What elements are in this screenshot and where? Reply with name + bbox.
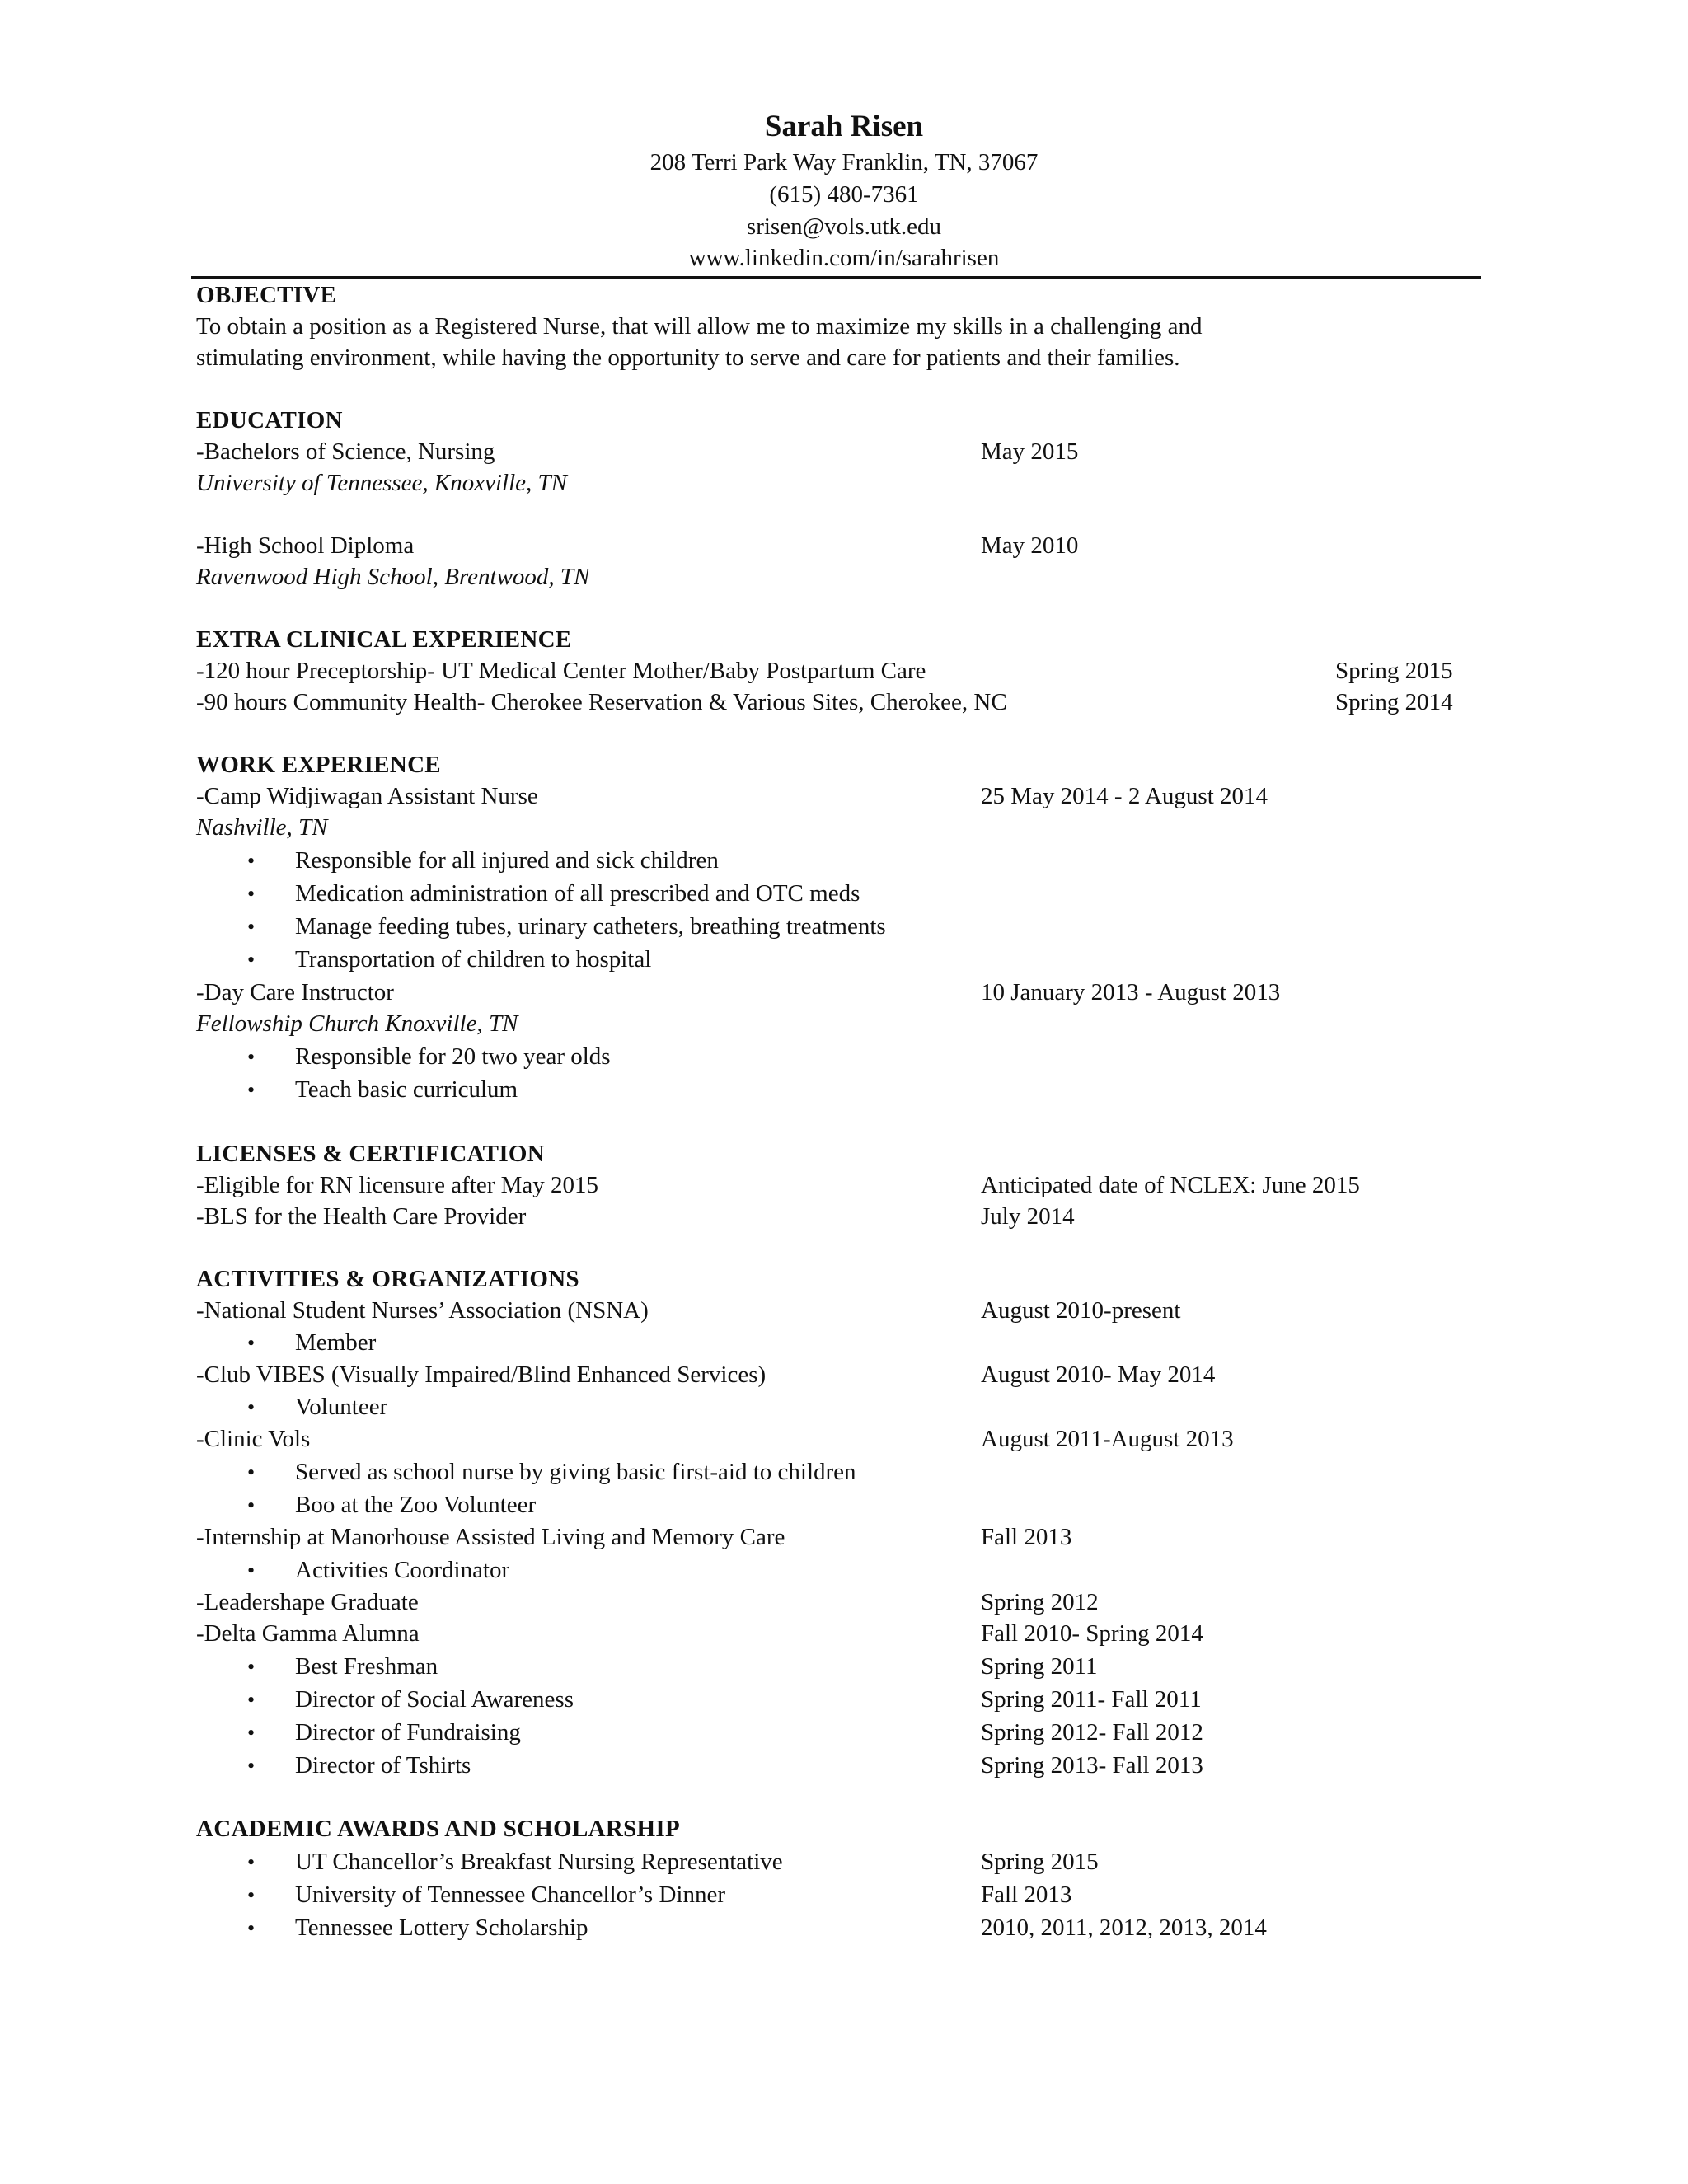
clinical-item: -120 hour Preceptorship- UT Medical Center Mother/Baby Postpartum Care	[196, 658, 926, 684]
list-item	[247, 1074, 518, 1106]
bullet-icon: •	[247, 1916, 256, 1940]
education-date: May 2015	[981, 438, 1079, 465]
clinical-date: Spring 2015	[1335, 658, 1453, 684]
activity-title: -Club VIBES (Visually Impaired/Blind Enhanced Services)	[196, 1361, 767, 1388]
email-line: srisen@vols.utk.edu	[746, 213, 942, 240]
phone-line: (615) 480-7361	[769, 181, 919, 208]
activity-date: Fall 2010- Spring 2014	[981, 1620, 1203, 1647]
education-place: Ravenwood High School, Brentwood, TN	[196, 564, 590, 590]
header-divider	[191, 276, 1481, 279]
bullet-icon: •	[247, 1850, 256, 1874]
list-item-label: Director of Tshirts	[295, 1752, 471, 1779]
list-item-date: Spring 2015	[981, 1849, 1099, 1875]
list-item-label: Manage feeding tubes, urinary catheters, breathing treatments	[295, 913, 886, 940]
list-item	[247, 1846, 783, 1878]
list-item	[247, 1489, 536, 1521]
bullet-icon: •	[247, 882, 256, 906]
activity-date: Fall 2013	[981, 1524, 1072, 1550]
list-item-label: Director of Fundraising	[295, 1719, 521, 1746]
awards-heading: ACADEMIC AWARDS AND SCHOLARSHIP	[196, 1816, 680, 1842]
job-date: 10 January 2013 - August 2013	[981, 979, 1281, 1005]
activity-date: Spring 2012	[981, 1589, 1099, 1615]
activity-date: August 2010- May 2014	[981, 1361, 1216, 1388]
list-item-label: Served as school nurse by giving basic first-aid to children	[295, 1459, 856, 1485]
list-item-label: Responsible for all injured and sick children	[295, 847, 719, 874]
list-item	[247, 1912, 588, 1944]
bullet-icon: •	[247, 1721, 256, 1745]
clinical-date: Spring 2014	[1335, 689, 1453, 715]
activity-date: August 2010-present	[981, 1297, 1181, 1324]
bullet-icon: •	[247, 1395, 256, 1419]
list-item	[247, 1879, 725, 1911]
clinical-item: -90 hours Community Health- Cherokee Reservation & Various Sites, Cherokee, NC	[196, 689, 1007, 715]
list-item-date: Spring 2011	[981, 1653, 1098, 1680]
activities-heading: ACTIVITIES & ORGANIZATIONS	[196, 1266, 579, 1292]
bullet-icon: •	[247, 1045, 256, 1069]
job-place: Nashville, TN	[196, 814, 328, 841]
activity-title: -Delta Gamma Alumna	[196, 1620, 420, 1647]
list-item	[247, 1554, 509, 1586]
bullet-icon: •	[247, 1331, 256, 1355]
list-item	[247, 878, 860, 910]
education-heading: EDUCATION	[196, 407, 343, 434]
education-place: University of Tennessee, Knoxville, TN	[196, 470, 567, 496]
list-item	[247, 1041, 611, 1073]
list-item	[247, 1684, 574, 1716]
education-date: May 2010	[981, 532, 1079, 559]
objective-text-line-2: stimulating environment, while having the opportunity to serve and care for patients and their families.	[196, 344, 1180, 371]
activity-title: -Clinic Vols	[196, 1426, 311, 1452]
license-date: July 2014	[981, 1203, 1075, 1230]
list-item-date: Fall 2013	[981, 1882, 1072, 1908]
objective-heading: OBJECTIVE	[196, 282, 337, 308]
license-date: Anticipated date of NCLEX: June 2015	[981, 1172, 1360, 1198]
list-item	[247, 1750, 471, 1782]
licenses-heading: LICENSES & CERTIFICATION	[196, 1141, 546, 1167]
license-item: -Eligible for RN licensure after May 2015	[196, 1172, 599, 1198]
bullet-icon: •	[247, 1655, 256, 1679]
list-item	[247, 1456, 856, 1488]
list-item	[247, 845, 719, 877]
list-item	[247, 911, 886, 943]
bullet-icon: •	[247, 1754, 256, 1778]
list-item-label: Best Freshman	[295, 1653, 438, 1680]
list-item-label: Volunteer	[295, 1394, 388, 1420]
list-item-date: Spring 2011- Fall 2011	[981, 1686, 1202, 1713]
list-item-label: University of Tennessee Chancellor’s Dinner	[295, 1882, 725, 1908]
activity-title: -Internship at Manorhouse Assisted Living and Memory Care	[196, 1524, 785, 1550]
objective-text-line-1: To obtain a position as a Registered Nurse, that will allow me to maximize my skills in a challenging and	[196, 313, 1203, 340]
list-item-label: Director of Social Awareness	[295, 1686, 574, 1713]
linkedin-line: www.linkedin.com/in/sarahrisen	[688, 245, 1000, 271]
bullet-icon: •	[247, 1078, 256, 1102]
bullet-icon: •	[247, 1558, 256, 1582]
bullet-icon: •	[247, 948, 256, 972]
candidate-name: Sarah Risen	[764, 110, 924, 143]
education-title: -Bachelors of Science, Nursing	[196, 438, 495, 465]
list-item-date: 2010, 2011, 2012, 2013, 2014	[981, 1915, 1267, 1941]
bullet-icon: •	[247, 1883, 256, 1907]
education-title: -High School Diploma	[196, 532, 415, 559]
activity-title: -National Student Nurses’ Association (NSNA)	[196, 1297, 649, 1324]
list-item-label: Transportation of children to hospital	[295, 946, 652, 972]
list-item-label: Tennessee Lottery Scholarship	[295, 1915, 588, 1941]
bullet-icon: •	[247, 1460, 256, 1484]
bullet-icon: •	[247, 915, 256, 939]
list-item-label: Activities Coordinator	[295, 1557, 510, 1583]
list-item-date: Spring 2012- Fall 2012	[981, 1719, 1203, 1746]
bullet-icon: •	[247, 1688, 256, 1712]
job-title: -Camp Widjiwagan Assistant Nurse	[196, 783, 538, 809]
list-item	[247, 1391, 387, 1423]
bullet-icon: •	[247, 1493, 256, 1517]
list-item-label: Boo at the Zoo Volunteer	[295, 1492, 537, 1518]
list-item	[247, 1327, 376, 1359]
list-item	[247, 944, 651, 976]
job-date: 25 May 2014 - 2 August 2014	[981, 783, 1268, 809]
list-item-label: Medication administration of all prescribed and OTC meds	[295, 880, 860, 907]
list-item-label: Member	[295, 1329, 377, 1356]
list-item-label: Teach basic curriculum	[295, 1076, 518, 1103]
list-item-date: Spring 2013- Fall 2013	[981, 1752, 1203, 1779]
list-item	[247, 1651, 438, 1683]
job-place: Fellowship Church Knoxville, TN	[196, 1010, 518, 1037]
activity-date: August 2011-August 2013	[981, 1426, 1234, 1452]
list-item-label: UT Chancellor’s Breakfast Nursing Representative	[295, 1849, 783, 1875]
activity-title: -Leadershape Graduate	[196, 1589, 419, 1615]
work-heading: WORK EXPERIENCE	[196, 752, 441, 778]
list-item-label: Responsible for 20 two year olds	[295, 1043, 611, 1070]
address-line: 208 Terri Park Way Franklin, TN, 37067	[649, 149, 1039, 176]
license-item: -BLS for the Health Care Provider	[196, 1203, 527, 1230]
job-title: -Day Care Instructor	[196, 979, 394, 1005]
clinical-heading: EXTRA CLINICAL EXPERIENCE	[196, 626, 572, 653]
list-item	[247, 1717, 521, 1749]
bullet-icon: •	[247, 849, 256, 873]
